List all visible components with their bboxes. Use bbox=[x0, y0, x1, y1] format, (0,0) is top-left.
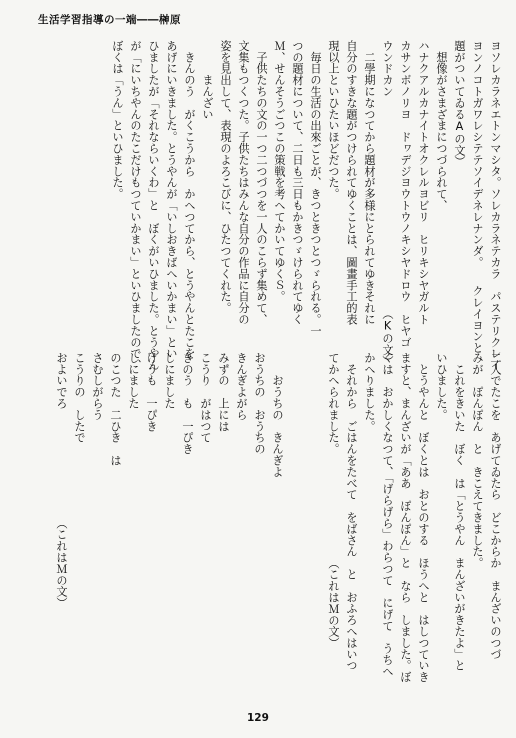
lower-left-poem-block bbox=[30, 352, 286, 682]
text-line: あげにいきました。とうやんが「いしおきばへいかまい」とい bbox=[165, 40, 178, 360]
text-line: 姿を見出して、表現のよろこびに、ひたつてくれた。 bbox=[219, 40, 232, 314]
lower-right-text-block bbox=[292, 352, 504, 692]
text-line: カサンボノリヨ ドヮデジヨウトウノキシヤドロウ ヒヤゴ bbox=[399, 40, 412, 348]
text-line: かへりました。 bbox=[363, 352, 376, 432]
text-line: ますと、まんざいが「ああ ぽんぽん」と なら しました。ぼ bbox=[399, 352, 412, 683]
text-line: けうも 一ぴき bbox=[145, 352, 158, 432]
text-line: 題がついてゐるAの文） bbox=[453, 40, 466, 168]
text-line: 文集もつくつた。子供たちはみんな自分の作品に自分の bbox=[237, 40, 250, 325]
text-line: こうり がはつて bbox=[199, 352, 212, 444]
text-line: みずの 上には bbox=[217, 352, 230, 432]
text-line: ひましたが「それならいくわ」と ぼくがいひました。とうやん bbox=[147, 40, 160, 371]
text-line: が「にいちやんのたこだけもつていかまい」といひましたので、 bbox=[129, 40, 142, 371]
text-line: Ｍ、せんそうごつこの策戦を考へてかいてゆくＳ。 bbox=[273, 40, 286, 303]
text-line: ハナクアルカナイトオクレルヨビリ ヒリキシヤガルト bbox=[417, 40, 430, 325]
text-line: しにました bbox=[127, 352, 140, 409]
text-line: ぼくは「うん」といひました。 bbox=[111, 40, 124, 200]
text-line: くは おかしくなつて、「げらげら」わらつて にげて うちへ bbox=[381, 352, 394, 677]
text-line: まんざい bbox=[201, 40, 214, 120]
text-line: 想像がさまざまにつづられて、 bbox=[435, 40, 448, 211]
text-line: さむしがらう bbox=[91, 352, 104, 421]
text-line: ヨソレカラネエトンマシタ。ソレカラネテカラ パステリクレイ bbox=[489, 40, 502, 371]
text-line: おうちの おうちの bbox=[253, 352, 266, 455]
text-line: てかへられました。 （これはＭの文） bbox=[327, 352, 340, 649]
text-line: 子供たちの文の一つ二つづつを一人のこらず集めて、 bbox=[255, 40, 268, 325]
text-line: きんぎよがら bbox=[235, 352, 248, 421]
text-line: ヨンノコトガワレシテテソイデネレナンダ。 クレイヨンと bbox=[471, 40, 484, 354]
text-line: おうちの きんぎよ bbox=[271, 352, 284, 478]
text-line: 毎日の生活の出來ごとが、きつときつとつゞられる。一 bbox=[309, 40, 322, 337]
text-line: こうりの したで bbox=[73, 352, 86, 444]
text-line: みが ぽんぽん と きこえてきました。 bbox=[471, 352, 484, 569]
running-header: 生活学習指導の一端――榊原 bbox=[38, 14, 181, 26]
page-number: 129 bbox=[247, 712, 269, 724]
text-line: いひました。 bbox=[435, 352, 448, 421]
text-line: 二人でたこを あげてゐたら どこからか まんざいのつづ bbox=[489, 352, 502, 660]
text-line: およいでろ （これはＭの文） bbox=[55, 352, 68, 609]
text-line: 自分のすきな題がつけられてゆくことは、圖畫手工的表 bbox=[345, 40, 358, 325]
text-line: それから ごはんをたべて をばさん と おふろへはいつ bbox=[345, 352, 358, 672]
text-line: のこつた 二ひき は bbox=[109, 352, 122, 466]
text-line: しにました bbox=[163, 352, 176, 409]
text-line: ウンドカン （Kの文） bbox=[381, 40, 394, 367]
text-line: とうやんと ぼくとは おとのする ほうへと はしつていき bbox=[417, 352, 430, 683]
text-line: これをきいた ぼく は「とうやん まんざいがきたよ」と bbox=[453, 352, 466, 672]
text-line: 二學期になつてから題材が多様にとられてゆきそれに bbox=[363, 40, 376, 325]
text-line: つの題材について、二日も三日もかきつゞけられてゆく bbox=[291, 40, 304, 325]
upper-text-block bbox=[34, 40, 504, 371]
text-line: きんのう がくこうから かへつてから、とうやんとたこを bbox=[183, 40, 196, 360]
text-line: 現以上といひたいほどだつた。 bbox=[327, 40, 340, 200]
text-line: きのう も 一ぴき bbox=[181, 352, 194, 455]
